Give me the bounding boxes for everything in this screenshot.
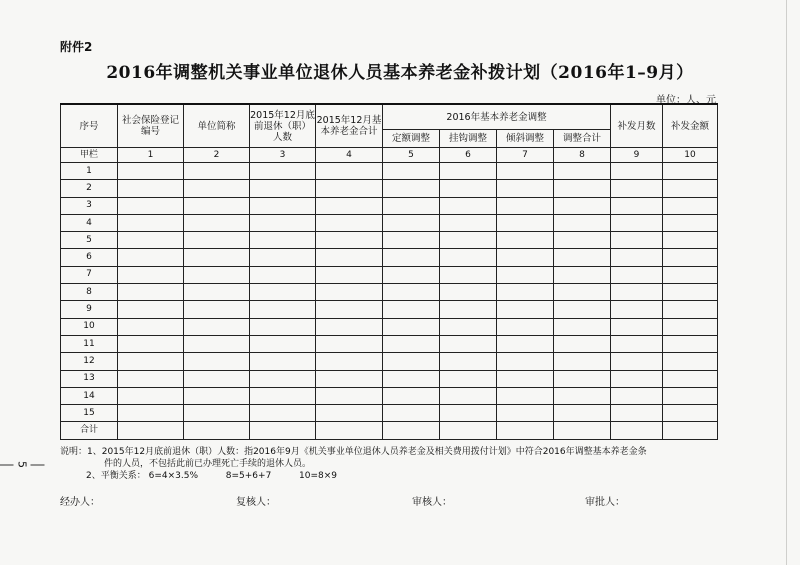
table-row xyxy=(61,335,718,352)
table-cell xyxy=(250,370,316,387)
table-cell xyxy=(497,249,554,266)
balance-eq-1: 6=4×3.5% xyxy=(148,471,199,481)
reviewer-label: 复核人： xyxy=(236,497,276,508)
table-cell xyxy=(611,353,663,370)
column-index-row xyxy=(61,148,718,163)
table-cell xyxy=(383,214,440,231)
table-cell xyxy=(118,405,184,422)
row-number: 8 xyxy=(61,284,118,301)
column-index-cell: 2 xyxy=(184,148,250,163)
row-number: 11 xyxy=(61,335,118,352)
table-cell xyxy=(611,301,663,318)
column-index-cell: 5 xyxy=(383,148,440,163)
table-cell xyxy=(440,335,497,352)
table-cell xyxy=(184,335,250,352)
table-cell xyxy=(383,387,440,404)
table-cell xyxy=(316,370,383,387)
column-index-cell: 1 xyxy=(118,148,184,163)
table-cell xyxy=(250,353,316,370)
table-row xyxy=(61,214,718,231)
table-cell xyxy=(497,284,554,301)
table-cell xyxy=(497,318,554,335)
table-cell xyxy=(316,387,383,404)
table-cell xyxy=(184,405,250,422)
table-cell xyxy=(383,422,440,439)
table-cell xyxy=(383,249,440,266)
page-number-text: 5 xyxy=(15,461,29,468)
page-number xyxy=(0,459,47,471)
table-cell xyxy=(250,180,316,197)
table-cell xyxy=(663,266,718,283)
table-cell xyxy=(440,180,497,197)
table-cell xyxy=(316,249,383,266)
table-cell xyxy=(611,387,663,404)
row-number: 12 xyxy=(61,353,118,370)
table-cell xyxy=(118,249,184,266)
table-cell xyxy=(663,387,718,404)
table-cell xyxy=(383,405,440,422)
scan-edge xyxy=(786,0,787,565)
table-cell xyxy=(663,422,718,439)
table-cell xyxy=(383,180,440,197)
unit-label: 单位：人、元 xyxy=(656,95,716,106)
table-cell xyxy=(184,387,250,404)
table-cell xyxy=(611,318,663,335)
table-cell xyxy=(118,214,184,231)
table-cell xyxy=(497,335,554,352)
column-index-cell: 3 xyxy=(250,148,316,163)
table-row xyxy=(61,353,718,370)
table-cell xyxy=(316,232,383,249)
table-cell xyxy=(118,266,184,283)
table-cell xyxy=(383,266,440,283)
table-cell xyxy=(663,214,718,231)
table-cell xyxy=(184,249,250,266)
table-cell xyxy=(554,232,611,249)
table-cell xyxy=(611,214,663,231)
table-row xyxy=(61,232,718,249)
table-cell xyxy=(118,353,184,370)
table-cell xyxy=(440,214,497,231)
table-cell xyxy=(554,163,611,180)
table-cell xyxy=(250,249,316,266)
table-cell xyxy=(383,284,440,301)
table-cell xyxy=(184,301,250,318)
table-cell xyxy=(184,266,250,283)
table-cell xyxy=(118,163,184,180)
row-number: 3 xyxy=(61,197,118,214)
table-cell xyxy=(663,335,718,352)
header-seq: 序号 xyxy=(61,104,118,148)
table-cell xyxy=(440,249,497,266)
table-cell xyxy=(316,318,383,335)
table-cell xyxy=(554,180,611,197)
table-cell xyxy=(184,214,250,231)
table-cell xyxy=(611,249,663,266)
table-cell xyxy=(184,180,250,197)
attachment-label: 附件2 xyxy=(60,40,93,54)
table-cell xyxy=(440,353,497,370)
table-cell xyxy=(184,422,250,439)
header-fixed-adjust: 定额调整 xyxy=(383,130,440,148)
table-cell xyxy=(316,197,383,214)
table-cell xyxy=(554,301,611,318)
table-cell xyxy=(184,163,250,180)
column-index-cell: 6 xyxy=(440,148,497,163)
table-cell xyxy=(118,335,184,352)
table-cell xyxy=(554,422,611,439)
table-cell xyxy=(250,214,316,231)
table-cell xyxy=(440,163,497,180)
balance-eq-3: 10=8×9 xyxy=(299,471,338,481)
table-cell xyxy=(497,180,554,197)
table-cell xyxy=(184,370,250,387)
table-cell xyxy=(497,232,554,249)
table-cell xyxy=(611,335,663,352)
table-cell xyxy=(611,284,663,301)
table-cell xyxy=(440,197,497,214)
table-cell xyxy=(250,335,316,352)
table-cell xyxy=(118,301,184,318)
table-cell xyxy=(554,353,611,370)
table-cell xyxy=(663,301,718,318)
note-line-3 xyxy=(60,470,740,482)
table-cell xyxy=(118,197,184,214)
header-adjust-group: 2016年基本养老金调整 xyxy=(383,104,611,130)
table-cell xyxy=(497,405,554,422)
table-cell xyxy=(554,387,611,404)
table-cell xyxy=(554,266,611,283)
table-cell xyxy=(184,318,250,335)
table-cell xyxy=(250,232,316,249)
table-cell xyxy=(497,353,554,370)
table-cell xyxy=(383,370,440,387)
table-cell xyxy=(118,370,184,387)
table-cell xyxy=(118,232,184,249)
table-cell xyxy=(250,318,316,335)
table-cell xyxy=(554,335,611,352)
table-cell xyxy=(663,370,718,387)
table-cell xyxy=(611,266,663,283)
table-cell xyxy=(184,353,250,370)
total-label: 合计 xyxy=(61,422,118,439)
table-cell xyxy=(250,197,316,214)
table-cell xyxy=(118,180,184,197)
table-cell xyxy=(497,266,554,283)
table-row xyxy=(61,370,718,387)
header-retirees-2015: 2015年12月底前退休（职）人数 xyxy=(250,104,316,148)
table-cell xyxy=(554,318,611,335)
table-row xyxy=(61,318,718,335)
allocation-table xyxy=(60,103,718,440)
table-cell xyxy=(663,284,718,301)
table-cell xyxy=(316,335,383,352)
table-cell xyxy=(250,266,316,283)
table-cell xyxy=(497,163,554,180)
table-cell xyxy=(554,284,611,301)
table-cell xyxy=(497,214,554,231)
table-cell xyxy=(383,301,440,318)
table-cell xyxy=(316,353,383,370)
table-cell xyxy=(316,405,383,422)
column-index-cell: 4 xyxy=(316,148,383,163)
column-index-cell: 甲栏 xyxy=(61,148,118,163)
total-row xyxy=(61,422,718,439)
table-cell xyxy=(118,422,184,439)
header-pension-total-2015: 2015年12月基本养老金合计 xyxy=(316,104,383,148)
table-cell xyxy=(497,301,554,318)
table-cell xyxy=(383,335,440,352)
table-cell xyxy=(611,180,663,197)
table-cell xyxy=(497,197,554,214)
table-cell xyxy=(250,301,316,318)
table-cell xyxy=(383,197,440,214)
table-cell xyxy=(440,318,497,335)
row-number: 6 xyxy=(61,249,118,266)
header-months: 补发月数 xyxy=(611,104,663,148)
note-line-1: 说明：1、2015年12月底前退休（职）人数：指2016年9月《机关事业单位退休人员养老金及相关费用拨付计划》中符合2016年调整基本养老金条 xyxy=(60,447,647,457)
column-index-cell: 7 xyxy=(497,148,554,163)
table-cell xyxy=(316,180,383,197)
table-cell xyxy=(497,422,554,439)
table-cell xyxy=(663,405,718,422)
table-cell xyxy=(554,405,611,422)
column-index-cell: 10 xyxy=(663,148,718,163)
table-body xyxy=(61,148,718,440)
table-cell xyxy=(663,249,718,266)
table-cell xyxy=(440,422,497,439)
table-cell xyxy=(663,232,718,249)
table-cell xyxy=(663,163,718,180)
row-number: 7 xyxy=(61,266,118,283)
table-cell xyxy=(118,387,184,404)
row-number: 4 xyxy=(61,214,118,231)
header-tilt-adjust: 倾斜调整 xyxy=(497,130,554,148)
handler-label: 经办人： xyxy=(60,497,100,508)
table-cell xyxy=(250,422,316,439)
table-cell xyxy=(440,301,497,318)
table-cell xyxy=(611,370,663,387)
table-cell xyxy=(250,405,316,422)
table-row xyxy=(61,197,718,214)
table-cell xyxy=(611,163,663,180)
table-cell xyxy=(250,163,316,180)
table-cell xyxy=(316,284,383,301)
table-cell xyxy=(118,318,184,335)
row-number: 1 xyxy=(61,163,118,180)
balance-eq-2: 8=5+6+7 xyxy=(225,471,272,481)
header-amount: 补发金额 xyxy=(663,104,718,148)
table-cell xyxy=(184,197,250,214)
table-cell xyxy=(316,422,383,439)
approver-label: 审批人： xyxy=(585,497,625,508)
table-cell xyxy=(663,353,718,370)
table-cell xyxy=(663,318,718,335)
row-number: 10 xyxy=(61,318,118,335)
auditor-label: 审核人： xyxy=(412,497,452,508)
table-row xyxy=(61,249,718,266)
row-number: 5 xyxy=(61,232,118,249)
table-cell xyxy=(383,232,440,249)
table-cell xyxy=(383,353,440,370)
table-cell xyxy=(554,249,611,266)
table-cell xyxy=(383,163,440,180)
header-social-insurance: 社会保险登记编号 xyxy=(118,104,184,148)
table-cell xyxy=(440,266,497,283)
table-cell xyxy=(554,197,611,214)
row-number: 9 xyxy=(61,301,118,318)
notes xyxy=(60,446,740,482)
table-row xyxy=(61,180,718,197)
header-unit-short-name: 单位简称 xyxy=(184,104,250,148)
table-cell xyxy=(440,405,497,422)
balance-label: 2、平衡关系： xyxy=(86,471,146,481)
table-row xyxy=(61,266,718,283)
table-cell xyxy=(611,422,663,439)
table-row xyxy=(61,163,718,180)
document-title: 2016年调整机关事业单位退休人员基本养老金补拨计划（2016年1–9月） xyxy=(106,63,694,83)
row-number: 13 xyxy=(61,370,118,387)
table-cell xyxy=(440,387,497,404)
table-cell xyxy=(184,284,250,301)
table-cell xyxy=(184,232,250,249)
table-cell xyxy=(118,284,184,301)
table-cell xyxy=(250,387,316,404)
header-linked-adjust: 挂钩调整 xyxy=(440,130,497,148)
table-cell xyxy=(316,163,383,180)
column-index-cell: 8 xyxy=(554,148,611,163)
table-cell xyxy=(316,266,383,283)
table-cell xyxy=(316,214,383,231)
table-cell xyxy=(663,197,718,214)
table-cell xyxy=(316,301,383,318)
column-index-cell: 9 xyxy=(611,148,663,163)
note-line-2: 件的人员，不包括此前已办理死亡手续的退休人员。 xyxy=(104,459,312,469)
table-cell xyxy=(497,387,554,404)
table-cell xyxy=(663,180,718,197)
table-row xyxy=(61,387,718,404)
table-cell xyxy=(250,284,316,301)
table-cell xyxy=(611,405,663,422)
header-adjust-total: 调整合计 xyxy=(554,130,611,148)
table-cell xyxy=(554,214,611,231)
table-row xyxy=(61,301,718,318)
table-cell xyxy=(440,284,497,301)
row-number: 14 xyxy=(61,387,118,404)
row-number: 2 xyxy=(61,180,118,197)
table-row xyxy=(61,405,718,422)
table-cell xyxy=(383,318,440,335)
row-number: 15 xyxy=(61,405,118,422)
table-cell xyxy=(440,370,497,387)
table-row xyxy=(61,284,718,301)
table-cell xyxy=(611,197,663,214)
table-cell xyxy=(554,370,611,387)
table-cell xyxy=(497,370,554,387)
table-cell xyxy=(440,232,497,249)
table-cell xyxy=(611,232,663,249)
